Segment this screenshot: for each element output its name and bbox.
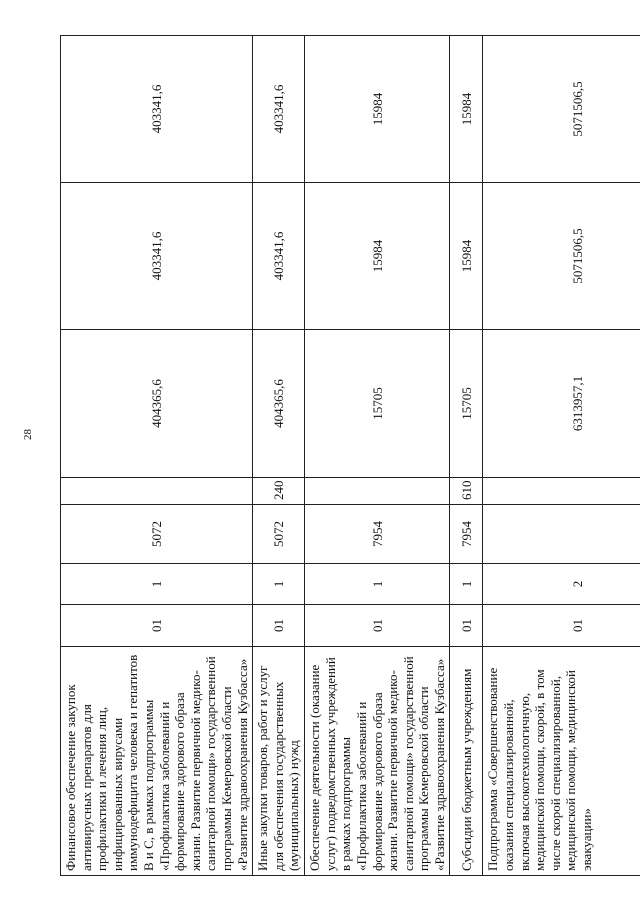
- section-code: 01: [61, 605, 253, 647]
- table-row: [305, 36, 450, 876]
- row-name: Обеспечение деятельности (оказание услуг) подведомственных учреждений в рамках подпрограммы «Профилактика заболеваний и формирование здорового образа жизни. Развитие первичной медико-санитарной помощи» государственной программы Кемеровской области «Развитие здравоохранения Кузбасса»: [305, 647, 450, 876]
- amount-1: 6313957,1: [483, 330, 640, 478]
- amount-2: 5071506,5: [483, 183, 640, 330]
- subsection-code: 1: [450, 564, 483, 605]
- section-code: 01: [253, 605, 305, 647]
- expense-type-code: 610: [450, 478, 483, 505]
- target-code: 7954: [450, 505, 483, 564]
- amount-1: 404365,6: [253, 330, 305, 478]
- amount-2: 15984: [305, 183, 450, 330]
- amount-3: 5071506,5: [483, 36, 640, 183]
- amount-2: 403341,6: [253, 183, 305, 330]
- section-code: 01: [305, 605, 450, 647]
- subsection-code: 1: [61, 564, 253, 605]
- table-row: [483, 36, 640, 876]
- section-code: 01: [483, 605, 640, 647]
- section-code: 01: [450, 605, 483, 647]
- subsection-code: 1: [305, 564, 450, 605]
- amount-2: 15984: [450, 183, 483, 330]
- amount-1: 404365,6: [61, 330, 253, 478]
- amount-1: 15705: [305, 330, 450, 478]
- row-name: Финансовое обеспечение закупок антивирусных препаратов для профилактики и лечения лиц, инфицированных вирусами иммунодефицита человека и гепатитов В и С, в рамках подпрограммы «Профилактика заболеваний и формирование здорового образа жизни. Развитие первичной медико-санитарной помощи» государственной программы Кемеровской области «Развитие здравоохранения Кузбасса»: [61, 647, 253, 876]
- budget-table: [60, 35, 640, 876]
- target-code: 7954: [305, 505, 450, 564]
- target-code: 5072: [61, 505, 253, 564]
- expense-type-code: [483, 478, 640, 505]
- expense-type-code: 240: [253, 478, 305, 505]
- amount-1: 15705: [450, 330, 483, 478]
- row-name: Субсидии бюджетным учреждениям: [450, 647, 483, 876]
- row-name: Иные закупки товаров, работ и услуг для обеспечения государственных (муниципальных) нужд: [253, 647, 305, 876]
- page-number: 28: [22, 429, 34, 440]
- amount-2: 403341,6: [61, 183, 253, 330]
- table-row: [61, 36, 253, 876]
- table-row: [450, 36, 483, 876]
- amount-3: 403341,6: [61, 36, 253, 183]
- rotated-page: [60, 36, 597, 876]
- expense-type-code: [61, 478, 253, 505]
- amount-3: 15984: [305, 36, 450, 183]
- target-code: 5072: [253, 505, 305, 564]
- row-name: Подпрограмма «Совершенствование оказания специализированной, включая высокотехнологичную, медицинской помощи, скорой, в том числе скорой специализированной, медицинской помощи, медицинской эвакуации»: [483, 647, 640, 876]
- table-row: [253, 36, 305, 876]
- subsection-code: 1: [253, 564, 305, 605]
- expense-type-code: [305, 478, 450, 505]
- target-code: [483, 505, 640, 564]
- amount-3: 403341,6: [253, 36, 305, 183]
- amount-3: 15984: [450, 36, 483, 183]
- subsection-code: 2: [483, 564, 640, 605]
